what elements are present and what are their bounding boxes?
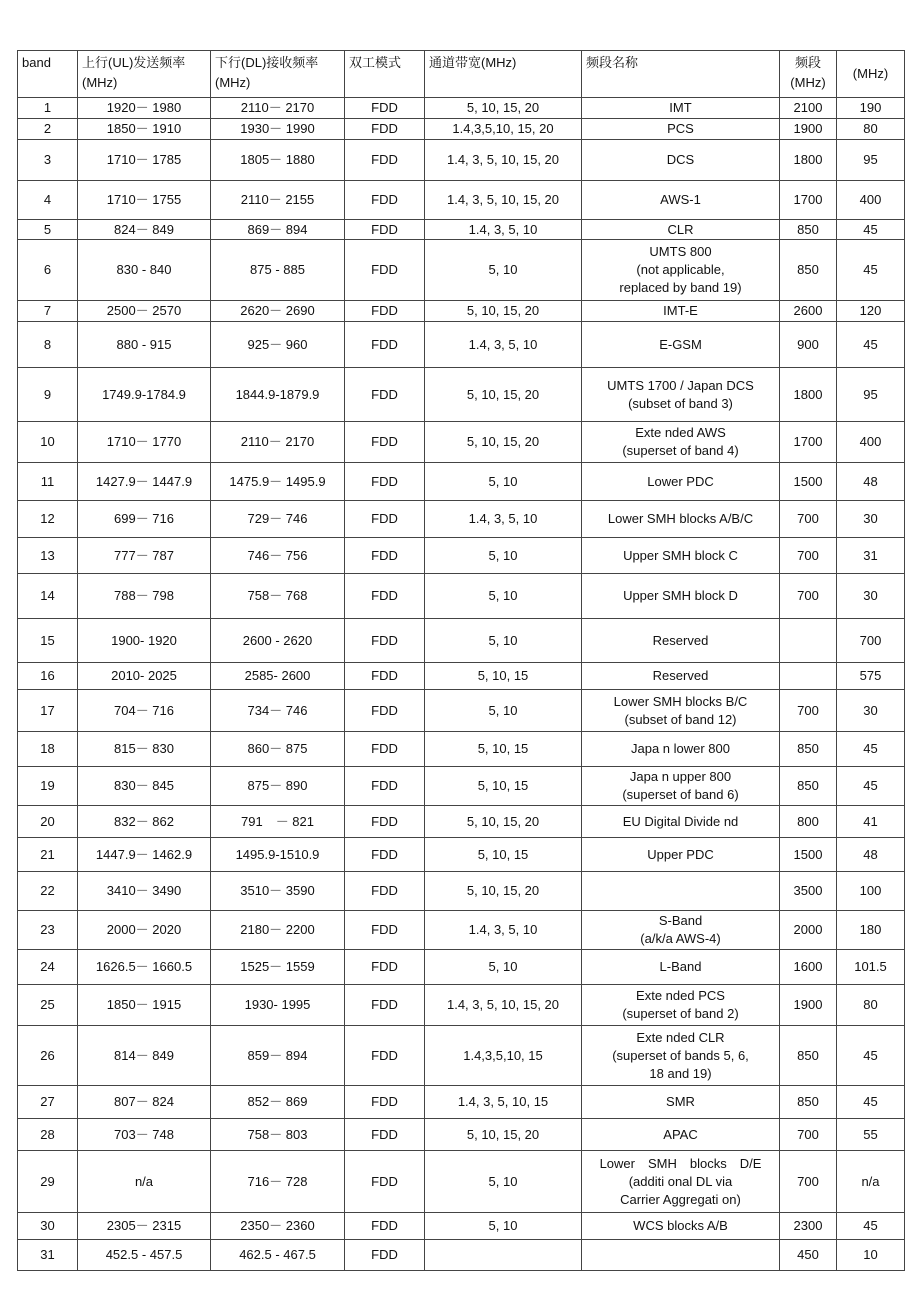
dl-freq-cell: 875－ 890 — [211, 767, 345, 806]
freq-cell: 700 — [780, 1151, 837, 1213]
band-name-cell: Reserved — [582, 663, 780, 690]
band-name-cell: L-Band — [582, 950, 780, 985]
duplex-cell: FDD — [345, 368, 425, 422]
duplex-cell: FDD — [345, 574, 425, 619]
freq-cell: 900 — [780, 322, 837, 368]
freq-cell: 850 — [780, 767, 837, 806]
freq-cell: 850 — [780, 220, 837, 240]
freq-cell — [780, 619, 837, 663]
freq-cell: 1700 — [780, 181, 837, 220]
freq-cell: 450 — [780, 1240, 837, 1271]
freq-cell: 700 — [780, 574, 837, 619]
header-row — [18, 51, 905, 98]
band-name-cell: DCS — [582, 140, 780, 181]
table-row — [18, 368, 905, 422]
ul-freq-cell: 1710－ 1785 — [78, 140, 211, 181]
band-cell: 30 — [18, 1213, 78, 1240]
ul-freq-cell: 1710－ 1755 — [78, 181, 211, 220]
dl-freq-cell: 746－ 756 — [211, 538, 345, 574]
band-name-cell: Reserved — [582, 619, 780, 663]
band-name-cell — [582, 872, 780, 911]
bandwidth-cell: 1.4, 3, 5, 10, 15, 20 — [425, 181, 582, 220]
ul-freq-cell: 1626.5－ 1660.5 — [78, 950, 211, 985]
gap-cell: 30 — [837, 501, 905, 538]
band-cell: 29 — [18, 1151, 78, 1213]
ul-freq-cell: 2305－ 2315 — [78, 1213, 211, 1240]
band-name-cell — [582, 1240, 780, 1271]
duplex-cell: FDD — [345, 98, 425, 119]
dl-freq-cell: 860－ 875 — [211, 732, 345, 767]
freq-cell: 2600 — [780, 301, 837, 322]
band-name-cell: AWS-1 — [582, 181, 780, 220]
duplex-cell: FDD — [345, 1151, 425, 1213]
dl-freq-cell: 1475.9－ 1495.9 — [211, 463, 345, 501]
bandwidth-cell: 5, 10, 15, 20 — [425, 872, 582, 911]
band-cell: 19 — [18, 767, 78, 806]
table-row — [18, 240, 905, 301]
bandwidth-cell: 5, 10, 15, 20 — [425, 98, 582, 119]
duplex-cell: FDD — [345, 872, 425, 911]
band-name-cell: Upper PDC — [582, 838, 780, 872]
bandwidth-cell: 5, 10, 15, 20 — [425, 1119, 582, 1151]
ul-freq-cell: 2000－ 2020 — [78, 911, 211, 950]
gap-cell: 80 — [837, 985, 905, 1026]
bandwidth-cell: 5, 10 — [425, 950, 582, 985]
header-duplex: 双工模式 — [345, 51, 425, 98]
table-row — [18, 806, 905, 838]
gap-cell: 41 — [837, 806, 905, 838]
gap-cell: 80 — [837, 119, 905, 140]
duplex-cell: FDD — [345, 619, 425, 663]
band-name-cell: CLR — [582, 220, 780, 240]
gap-cell: 180 — [837, 911, 905, 950]
band-cell: 28 — [18, 1119, 78, 1151]
freq-cell: 850 — [780, 1086, 837, 1119]
dl-freq-cell: 758－ 768 — [211, 574, 345, 619]
duplex-cell: FDD — [345, 140, 425, 181]
band-cell: 10 — [18, 422, 78, 463]
band-name-cell: Exte nded PCS (superset of band 2) — [582, 985, 780, 1026]
band-cell: 24 — [18, 950, 78, 985]
duplex-cell: FDD — [345, 732, 425, 767]
ul-freq-cell: 1749.9-1784.9 — [78, 368, 211, 422]
dl-freq-cell: 1495.9-1510.9 — [211, 838, 345, 872]
band-cell: 21 — [18, 838, 78, 872]
duplex-cell: FDD — [345, 119, 425, 140]
bandwidth-cell: 5, 10 — [425, 463, 582, 501]
band-name-cell: IMT-E — [582, 301, 780, 322]
band-name-cell: Exte nded AWS (superset of band 4) — [582, 422, 780, 463]
freq-cell: 2100 — [780, 98, 837, 119]
band-name-cell: UMTS 1700 / Japan DCS (subset of band 3) — [582, 368, 780, 422]
header-ul-freq: 上行(UL)发送频率(MHz) — [78, 51, 211, 98]
dl-freq-cell: 2600 - 2620 — [211, 619, 345, 663]
freq-cell: 2300 — [780, 1213, 837, 1240]
bandwidth-cell: 5, 10, 15, 20 — [425, 368, 582, 422]
freq-cell: 800 — [780, 806, 837, 838]
bandwidth-cell: 1.4, 3, 5, 10 — [425, 220, 582, 240]
header-bandwidth: 通道带宽(MHz) — [425, 51, 582, 98]
dl-freq-cell: 2110－ 2170 — [211, 422, 345, 463]
duplex-cell: FDD — [345, 538, 425, 574]
band-cell: 1 — [18, 98, 78, 119]
table-row — [18, 1026, 905, 1086]
header-freq: 频段(MHz) — [780, 51, 837, 98]
table-row — [18, 220, 905, 240]
bandwidth-cell: 5, 10 — [425, 574, 582, 619]
ul-freq-cell: 880 - 915 — [78, 322, 211, 368]
freq-cell: 850 — [780, 240, 837, 301]
table-row — [18, 1213, 905, 1240]
band-cell: 17 — [18, 690, 78, 732]
duplex-cell: FDD — [345, 1213, 425, 1240]
dl-freq-cell: 1525－ 1559 — [211, 950, 345, 985]
freq-cell: 2000 — [780, 911, 837, 950]
band-name-cell: EU Digital Divide nd — [582, 806, 780, 838]
freq-cell: 1500 — [780, 838, 837, 872]
lte-band-table — [17, 50, 905, 1271]
band-cell: 6 — [18, 240, 78, 301]
band-cell: 13 — [18, 538, 78, 574]
dl-freq-cell: 1930- 1995 — [211, 985, 345, 1026]
ul-freq-cell: 815－ 830 — [78, 732, 211, 767]
duplex-cell: FDD — [345, 911, 425, 950]
duplex-cell: FDD — [345, 1240, 425, 1271]
band-cell: 4 — [18, 181, 78, 220]
band-cell: 14 — [18, 574, 78, 619]
band-name-cell: Lower SMH blocks A/B/C — [582, 501, 780, 538]
freq-cell: 700 — [780, 1119, 837, 1151]
bandwidth-cell: 5, 10 — [425, 240, 582, 301]
bandwidth-cell: 1.4,3,5,10, 15, 20 — [425, 119, 582, 140]
ul-freq-cell: 1850－ 1910 — [78, 119, 211, 140]
bandwidth-cell: 5, 10, 15 — [425, 767, 582, 806]
bandwidth-cell: 5, 10 — [425, 1151, 582, 1213]
dl-freq-cell: 1805－ 1880 — [211, 140, 345, 181]
ul-freq-cell: 2500－ 2570 — [78, 301, 211, 322]
dl-freq-cell: 716－ 728 — [211, 1151, 345, 1213]
ul-freq-cell: n/a — [78, 1151, 211, 1213]
duplex-cell: FDD — [345, 950, 425, 985]
table-row — [18, 574, 905, 619]
freq-cell: 1900 — [780, 119, 837, 140]
gap-cell: 45 — [837, 1086, 905, 1119]
gap-cell: 48 — [837, 463, 905, 501]
ul-freq-cell: 699－ 716 — [78, 501, 211, 538]
table-row — [18, 911, 905, 950]
duplex-cell: FDD — [345, 985, 425, 1026]
ul-freq-cell: 830 - 840 — [78, 240, 211, 301]
duplex-cell: FDD — [345, 690, 425, 732]
table-row — [18, 1240, 905, 1271]
gap-cell: 95 — [837, 368, 905, 422]
gap-cell: 100 — [837, 872, 905, 911]
table-row — [18, 690, 905, 732]
band-name-cell: Japa n lower 800 — [582, 732, 780, 767]
band-name-cell: IMT — [582, 98, 780, 119]
gap-cell: 95 — [837, 140, 905, 181]
duplex-cell: FDD — [345, 1086, 425, 1119]
ul-freq-cell: 703－ 748 — [78, 1119, 211, 1151]
ul-freq-cell: 452.5 - 457.5 — [78, 1240, 211, 1271]
bandwidth-cell: 5, 10 — [425, 1213, 582, 1240]
ul-freq-cell: 807－ 824 — [78, 1086, 211, 1119]
band-cell: 9 — [18, 368, 78, 422]
table-body — [18, 98, 905, 1271]
ul-freq-cell: 814－ 849 — [78, 1026, 211, 1086]
gap-cell: 10 — [837, 1240, 905, 1271]
freq-cell: 850 — [780, 1026, 837, 1086]
table-row — [18, 301, 905, 322]
dl-freq-cell: 791 － 821 — [211, 806, 345, 838]
duplex-cell: FDD — [345, 181, 425, 220]
band-cell: 16 — [18, 663, 78, 690]
bandwidth-cell — [425, 1240, 582, 1271]
ul-freq-cell: 3410－ 3490 — [78, 872, 211, 911]
band-cell: 20 — [18, 806, 78, 838]
duplex-cell: FDD — [345, 663, 425, 690]
dl-freq-cell: 462.5 - 467.5 — [211, 1240, 345, 1271]
header-dl-freq: 下行(DL)接收频率(MHz) — [211, 51, 345, 98]
dl-freq-cell: 2620－ 2690 — [211, 301, 345, 322]
freq-cell — [780, 663, 837, 690]
header-gap: (MHz) — [837, 51, 905, 98]
dl-freq-cell: 729－ 746 — [211, 501, 345, 538]
table-row — [18, 872, 905, 911]
table-row — [18, 119, 905, 140]
ul-freq-cell: 832－ 862 — [78, 806, 211, 838]
dl-freq-cell: 1844.9-1879.9 — [211, 368, 345, 422]
bandwidth-cell: 1.4, 3, 5, 10 — [425, 501, 582, 538]
freq-cell: 1800 — [780, 368, 837, 422]
ul-freq-cell: 1427.9－ 1447.9 — [78, 463, 211, 501]
duplex-cell: FDD — [345, 463, 425, 501]
band-cell: 25 — [18, 985, 78, 1026]
duplex-cell: FDD — [345, 838, 425, 872]
gap-cell: 575 — [837, 663, 905, 690]
bandwidth-cell: 5, 10, 15 — [425, 838, 582, 872]
band-name-cell: SMR — [582, 1086, 780, 1119]
table-row — [18, 950, 905, 985]
ul-freq-cell: 1900- 1920 — [78, 619, 211, 663]
table-row — [18, 663, 905, 690]
bandwidth-cell: 1.4,3,5,10, 15 — [425, 1026, 582, 1086]
bandwidth-cell: 5, 10 — [425, 619, 582, 663]
band-name-cell: Upper SMH block D — [582, 574, 780, 619]
band-name-cell: Japa n upper 800 (superset of band 6) — [582, 767, 780, 806]
duplex-cell: FDD — [345, 806, 425, 838]
band-name-cell: Lower SMH blocks D/E (additi onal DL via Carrier Aggregati on) — [582, 1151, 780, 1213]
gap-cell: 55 — [837, 1119, 905, 1151]
table-row — [18, 538, 905, 574]
band-name-cell: Upper SMH block C — [582, 538, 780, 574]
dl-freq-cell: 859－ 894 — [211, 1026, 345, 1086]
table-row — [18, 1086, 905, 1119]
freq-cell: 1700 — [780, 422, 837, 463]
header-band-name: 频段名称 — [582, 51, 780, 98]
gap-cell: 45 — [837, 1213, 905, 1240]
band-cell: 26 — [18, 1026, 78, 1086]
band-cell: 23 — [18, 911, 78, 950]
table-row — [18, 181, 905, 220]
table-row — [18, 463, 905, 501]
dl-freq-cell: 2585- 2600 — [211, 663, 345, 690]
bandwidth-cell: 1.4, 3, 5, 10, 15, 20 — [425, 985, 582, 1026]
dl-freq-cell: 869－ 894 — [211, 220, 345, 240]
gap-cell: 31 — [837, 538, 905, 574]
band-name-cell: Lower SMH blocks B/C (subset of band 12) — [582, 690, 780, 732]
band-cell: 22 — [18, 872, 78, 911]
freq-cell: 1900 — [780, 985, 837, 1026]
table-row — [18, 985, 905, 1026]
dl-freq-cell: 852－ 869 — [211, 1086, 345, 1119]
bandwidth-cell: 5, 10, 15 — [425, 732, 582, 767]
bandwidth-cell: 5, 10, 15, 20 — [425, 301, 582, 322]
duplex-cell: FDD — [345, 301, 425, 322]
dl-freq-cell: 2350－ 2360 — [211, 1213, 345, 1240]
dl-freq-cell: 3510－ 3590 — [211, 872, 345, 911]
band-name-cell: Lower PDC — [582, 463, 780, 501]
gap-cell: 101.5 — [837, 950, 905, 985]
dl-freq-cell: 2180－ 2200 — [211, 911, 345, 950]
table-row — [18, 767, 905, 806]
bandwidth-cell: 1.4, 3, 5, 10, 15, 20 — [425, 140, 582, 181]
dl-freq-cell: 2110－ 2170 — [211, 98, 345, 119]
gap-cell: 120 — [837, 301, 905, 322]
duplex-cell: FDD — [345, 767, 425, 806]
duplex-cell: FDD — [345, 501, 425, 538]
band-name-cell: S-Band (a/k/a AWS-4) — [582, 911, 780, 950]
band-cell: 5 — [18, 220, 78, 240]
table-row — [18, 98, 905, 119]
table-row — [18, 838, 905, 872]
table-row — [18, 732, 905, 767]
gap-cell: 45 — [837, 322, 905, 368]
ul-freq-cell: 788－ 798 — [78, 574, 211, 619]
duplex-cell: FDD — [345, 322, 425, 368]
dl-freq-cell: 925－ 960 — [211, 322, 345, 368]
table-row — [18, 501, 905, 538]
dl-freq-cell: 875 - 885 — [211, 240, 345, 301]
gap-cell: 700 — [837, 619, 905, 663]
freq-cell: 700 — [780, 690, 837, 732]
freq-cell: 700 — [780, 538, 837, 574]
header-band: band — [18, 51, 78, 98]
gap-cell: 400 — [837, 422, 905, 463]
band-cell: 11 — [18, 463, 78, 501]
gap-cell: 45 — [837, 240, 905, 301]
bandwidth-cell: 1.4, 3, 5, 10 — [425, 911, 582, 950]
bandwidth-cell: 1.4, 3, 5, 10 — [425, 322, 582, 368]
ul-freq-cell: 777－ 787 — [78, 538, 211, 574]
bandwidth-cell: 5, 10, 15, 20 — [425, 422, 582, 463]
ul-freq-cell: 830－ 845 — [78, 767, 211, 806]
freq-cell: 3500 — [780, 872, 837, 911]
duplex-cell: FDD — [345, 422, 425, 463]
bandwidth-cell: 5, 10 — [425, 538, 582, 574]
dl-freq-cell: 1930－ 1990 — [211, 119, 345, 140]
duplex-cell: FDD — [345, 1119, 425, 1151]
freq-cell: 1500 — [780, 463, 837, 501]
duplex-cell: FDD — [345, 1026, 425, 1086]
dl-freq-cell: 2110－ 2155 — [211, 181, 345, 220]
ul-freq-cell: 1710－ 1770 — [78, 422, 211, 463]
bandwidth-cell: 1.4, 3, 5, 10, 15 — [425, 1086, 582, 1119]
ul-freq-cell: 824－ 849 — [78, 220, 211, 240]
bandwidth-cell: 5, 10, 15 — [425, 663, 582, 690]
gap-cell: 400 — [837, 181, 905, 220]
band-cell: 2 — [18, 119, 78, 140]
band-cell: 8 — [18, 322, 78, 368]
band-cell: 31 — [18, 1240, 78, 1271]
table-row — [18, 422, 905, 463]
duplex-cell: FDD — [345, 220, 425, 240]
band-name-cell: WCS blocks A/B — [582, 1213, 780, 1240]
gap-cell: 45 — [837, 220, 905, 240]
band-cell: 12 — [18, 501, 78, 538]
gap-cell: 190 — [837, 98, 905, 119]
ul-freq-cell: 704－ 716 — [78, 690, 211, 732]
dl-freq-cell: 758－ 803 — [211, 1119, 345, 1151]
gap-cell: 45 — [837, 732, 905, 767]
band-name-cell: APAC — [582, 1119, 780, 1151]
gap-cell: 45 — [837, 1026, 905, 1086]
band-cell: 7 — [18, 301, 78, 322]
band-name-cell: E-GSM — [582, 322, 780, 368]
freq-cell: 1800 — [780, 140, 837, 181]
band-name-cell: Exte nded CLR (superset of bands 5, 6, 18 and 19) — [582, 1026, 780, 1086]
dl-freq-cell: 734－ 746 — [211, 690, 345, 732]
band-name-cell: PCS — [582, 119, 780, 140]
band-cell: 18 — [18, 732, 78, 767]
freq-cell: 700 — [780, 501, 837, 538]
gap-cell: 30 — [837, 690, 905, 732]
ul-freq-cell: 2010- 2025 — [78, 663, 211, 690]
gap-cell: 30 — [837, 574, 905, 619]
table-row — [18, 619, 905, 663]
table-row — [18, 1151, 905, 1213]
ul-freq-cell: 1920－ 1980 — [78, 98, 211, 119]
gap-cell: 48 — [837, 838, 905, 872]
gap-cell: 45 — [837, 767, 905, 806]
ul-freq-cell: 1447.9－ 1462.9 — [78, 838, 211, 872]
band-cell: 15 — [18, 619, 78, 663]
table-row — [18, 1119, 905, 1151]
band-cell: 27 — [18, 1086, 78, 1119]
table-row — [18, 322, 905, 368]
band-name-cell: UMTS 800 (not applicable, replaced by band 19) — [582, 240, 780, 301]
freq-cell: 850 — [780, 732, 837, 767]
duplex-cell: FDD — [345, 240, 425, 301]
ul-freq-cell: 1850－ 1915 — [78, 985, 211, 1026]
bandwidth-cell: 5, 10 — [425, 690, 582, 732]
table-row — [18, 140, 905, 181]
bandwidth-cell: 5, 10, 15, 20 — [425, 806, 582, 838]
freq-cell: 1600 — [780, 950, 837, 985]
gap-cell: n/a — [837, 1151, 905, 1213]
band-cell: 3 — [18, 140, 78, 181]
